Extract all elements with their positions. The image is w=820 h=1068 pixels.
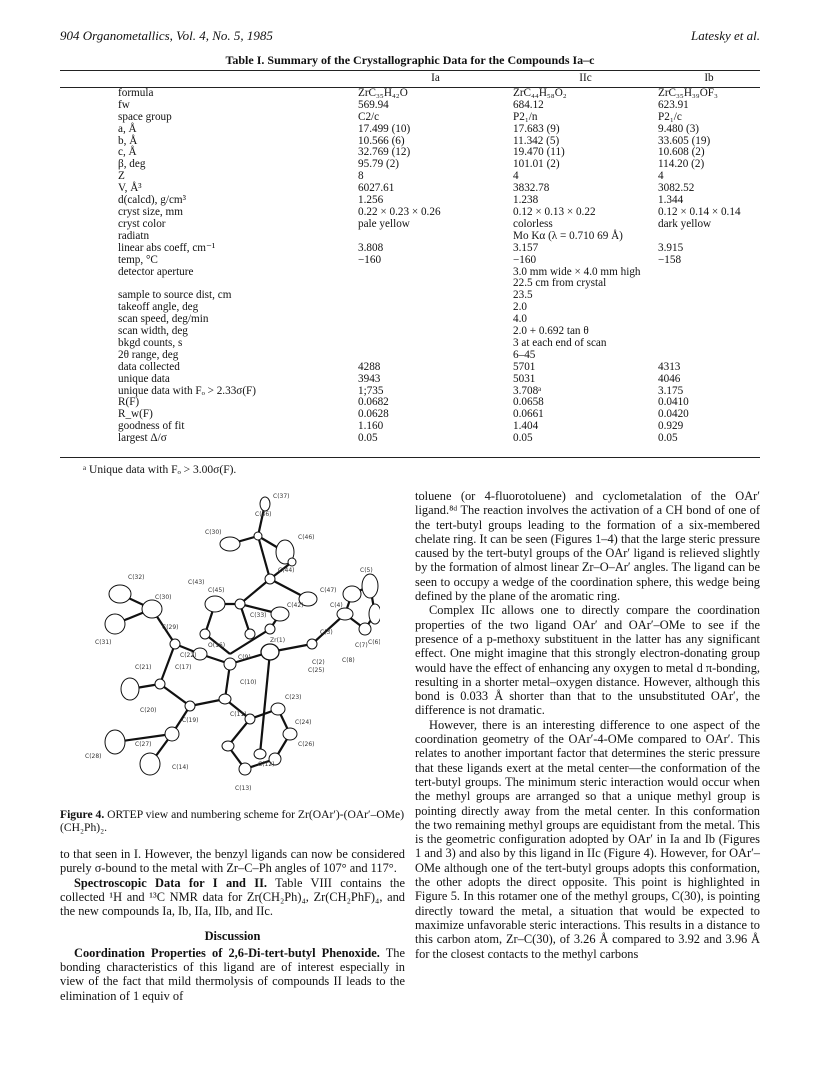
cell-iic: ZrC₄₄H₅₈O₂ [513, 86, 567, 99]
cell-ib: 0.929 [658, 420, 684, 433]
zr-atom [261, 644, 279, 660]
cell-iic: 11.342 (5) [513, 134, 560, 147]
cell-iic: 0.05 [513, 432, 533, 445]
cell-ib: 1.344 [658, 194, 684, 207]
table-row [60, 350, 760, 362]
atom-label: C(24) [295, 719, 312, 726]
atom-label: C(37) [273, 493, 290, 500]
row-label: R(F) [118, 396, 140, 409]
shared-value: Mo Kα (λ = 0.710 69 Å) [513, 229, 623, 242]
cell-ib: 114.20 (2) [658, 158, 705, 171]
row-label: Z [118, 170, 125, 183]
table-caption: Table I. Summary of the Crystallographic Data for the Compounds Ia–c [225, 53, 595, 67]
cell-iic: 3832.78 [513, 182, 550, 195]
atom-label: C(26) [298, 741, 315, 748]
atom-label: C(14) [172, 764, 189, 771]
cell-ib: 3.175 [658, 384, 684, 397]
table-footnote: ᵃ Unique data with Fₒ > 3.00σ(F). [83, 464, 237, 476]
cell-ib: P2₁/c [658, 110, 682, 123]
running-header-right: Latesky et al. [691, 28, 760, 43]
cell-ib: 4313 [658, 360, 681, 373]
table-row [60, 255, 760, 267]
table-bottom-rule [60, 457, 760, 458]
row-label: V, Å³ [118, 182, 142, 195]
table-row [60, 267, 760, 279]
cell-ia: 3943 [358, 372, 381, 385]
column-header-ia: Ia [358, 72, 513, 87]
cell-iic: 0.12 × 0.13 × 0.22 [513, 205, 596, 218]
crystallographic-table [60, 72, 760, 445]
table-top-rule [60, 70, 760, 71]
atom-label: O(16) [208, 642, 226, 649]
cell-ia: 6027.61 [358, 182, 395, 195]
table-row [60, 397, 760, 409]
cell-ib: 623.91 [658, 98, 689, 111]
row-label: b, Å [118, 134, 138, 147]
table-row [60, 243, 760, 255]
table-row [60, 87, 760, 99]
cell-ia: 0.05 [358, 432, 378, 445]
cell-ib: 0.05 [658, 432, 678, 445]
atom-label: C(11) [230, 711, 247, 718]
shared-value: 3.0 mm wide × 4.0 mm high [513, 265, 641, 278]
atom-label: C(17) [175, 664, 192, 671]
row-label: detector aperture [118, 265, 194, 278]
cell-ib: dark yellow [658, 217, 712, 230]
shared-value: 2.0 + 0.692 tan θ [513, 325, 589, 338]
cell-iic: P2₁/n [513, 110, 538, 123]
cell-ia: 0.0682 [358, 396, 389, 409]
table-row [60, 433, 760, 445]
cell-ib: 4046 [658, 372, 681, 385]
paragraph: Complex IIc allows one to directly compare the coordination properties of the two ligand OAr′ and OAr′–OMe to see if the presence of a p-methoxy substituent in the latter has any significant effect. One might imagine that this strongly electron-donating group would have the effect of enhancing any oxygen to metal d π-bonding, resulting in a shorter metal–oxygen distance. However, although this bond is 0.033 Å shorter than that to the unsubstituted OAr′, the difference is not dramatic. [415, 603, 760, 718]
row-label: takeoff angle, deg [118, 301, 199, 314]
cell-ia: 1.256 [358, 194, 384, 207]
cell-iic: 5701 [513, 360, 536, 373]
row-label: data collected [118, 360, 180, 373]
atom-label: C(42) [287, 602, 304, 609]
atom-label: C(43) [188, 579, 205, 586]
cell-iic: 0.0658 [513, 396, 544, 409]
run-in-heading: Spectroscopic Data for I and II. [74, 875, 267, 890]
paragraph: to that seen in I. However, the benzyl ligands can now be considered purely σ-bound to the metal with Zr–C–Ph angles of 107° and 117°. [60, 847, 405, 876]
cell-iic: 1.238 [513, 194, 539, 207]
row-label: unique data [118, 372, 170, 385]
cell-iic: 19.470 (11) [513, 146, 565, 159]
row-label: R_w(F) [118, 408, 153, 421]
atom-label: C(31) [95, 639, 112, 646]
cell-iic: 3.157 [513, 241, 539, 254]
atom-label: C(45) [208, 587, 225, 594]
shared-value: 3 at each end of scan [513, 336, 607, 349]
atom-label: C(9) [238, 654, 251, 661]
atom-label: C(5) [360, 567, 373, 574]
row-label: bkgd counts, s [118, 336, 183, 349]
table-row [60, 374, 760, 386]
atom-label: C(8) [342, 657, 355, 664]
cell-ia: ZrC₃₅H₄₂O [358, 86, 408, 99]
cell-ib: 3082.52 [658, 182, 695, 195]
cell-ia: 32.769 (12) [358, 146, 411, 159]
figure-caption-text: ORTEP view and numbering scheme for Zr(OAr′)-(OAr′–OMe)(CH₂Ph)₂. [60, 808, 405, 834]
cell-ib: 0.0410 [658, 396, 689, 409]
atom-label: C(30) [205, 529, 222, 536]
table-row [60, 147, 760, 159]
cell-ib: 9.480 (3) [658, 122, 700, 135]
atom-label: C(10) [240, 679, 257, 686]
cell-ia: 1;735 [358, 384, 384, 397]
shared-value: 23.5 [513, 289, 533, 302]
shared-value: 4.0 [513, 313, 527, 326]
table-row [60, 136, 760, 148]
cell-ia: C2/c [358, 110, 380, 123]
row-label: fw [118, 98, 130, 111]
row-label: c, Å [118, 146, 137, 159]
cell-iic: −160 [513, 253, 537, 266]
cell-ia: pale yellow [358, 217, 410, 230]
atom-label: C(25) [308, 667, 325, 674]
table-row [60, 362, 760, 374]
paragraph: However, there is an interesting difference to one aspect of the coordination geometry of the OAr′-4-OMe compared to OAr′. This relates to another important factor that determines the steric pressure that these ligands exert at the metal center—the conformation of the tert-butyl groups. The minimum steric interaction would occur when the methyl groups are arranged so that a unique methyl group is pointing directly away from the metal center. In this conformation the two remaining methyl groups are equidistant from the metal. This is the geometric configuration adopted by OAr′ in Ia and Ib (Figures 1 and 3) and also by this ligand in IIc (Figure 4). However, for OAr′–OMe although one of the tert-butyl groups adopts this conformation, the other adopts the direct opposite. This point is highlighted in Figure 5. In this rotamer one of the methyl groups, C(30), is pointing directly toward the metal, a situation that would be expected to maximize unfavorable steric interactions. This results in a distance to this carbon atom, Zr–C(30), of 3.26 Å compared to 3.92 and 3.96 Å for the closest contacts to the methyl carbons [415, 717, 760, 961]
atom-label: C(29) [162, 624, 179, 631]
cell-ib: −158 [658, 253, 682, 266]
ortep-drawing [80, 484, 380, 802]
atom-label: C(28) [85, 753, 102, 760]
table-header-row [60, 72, 760, 87]
cell-iic: 0.0661 [513, 408, 544, 421]
atom-label: C(44) [278, 567, 295, 574]
paragraph [60, 876, 405, 919]
cell-ia: 8 [358, 170, 364, 183]
run-in-heading: Coordination Properties of 2,6-Di-tert-butyl Phenoxide. [74, 945, 380, 960]
cell-iic: 17.683 (9) [513, 122, 560, 135]
cell-iic: colorless [513, 217, 553, 230]
row-label: β, deg [118, 158, 146, 171]
paragraph-text: Table VIII contains the collected ¹H and ¹³C NMR data for Zr(CH₂Ph)₄, Zr(CH₂PhF)₄, and the new compounds Ia, Ib, IIa, IIb, and IIc. [60, 875, 405, 919]
table-row [60, 159, 760, 171]
table-body [60, 87, 760, 445]
row-label: formula [118, 86, 154, 99]
shared-value: 6–45 [513, 348, 536, 361]
cell-ib: 0.0420 [658, 408, 689, 421]
atom-label: C(27) [135, 741, 152, 748]
figure-caption-label: Figure 4. [60, 808, 105, 821]
row-label: d(calcd), g/cm³ [118, 194, 186, 207]
row-label: cryst size, mm [118, 205, 183, 218]
table-row [60, 124, 760, 136]
atom-label: C(3) [320, 629, 333, 636]
left-text-column [60, 847, 405, 1003]
paragraph-text: The bonding characteristics of this ligand are of interest especially in view of the fact that mild thermolysis of compounds II leads to the elimination of 1 equiv of [60, 945, 405, 1003]
column-header-ib: Ib [658, 72, 760, 87]
cell-ib: ZrC₃₅H₃₉OF₃ [658, 86, 718, 99]
cell-iic: 4 [513, 170, 519, 183]
row-label: linear abs coeff, cm⁻¹ [118, 241, 216, 254]
cell-iic: 684.12 [513, 98, 544, 111]
atom-label: C(36) [255, 511, 272, 518]
running-header-left: 904 Organometallics, Vol. 4, No. 5, 1985 [60, 28, 273, 43]
ortep-figure [80, 484, 380, 802]
atom-label: C(7) [355, 642, 368, 649]
atom-label: C(20) [140, 707, 157, 714]
table-row [60, 386, 760, 398]
cell-iic: 5031 [513, 372, 536, 385]
row-label: cryst color [118, 217, 166, 230]
table-row [60, 231, 760, 243]
column-header-iic: IIc [513, 72, 658, 87]
row-label: unique data with Fₒ > 2.33σ(F) [118, 384, 256, 397]
atom-label: C(22) [180, 652, 197, 659]
row-label: largest Δ/σ [118, 432, 167, 445]
atom-label: C(13) [235, 785, 252, 792]
cell-ia: −160 [358, 253, 382, 266]
cell-ib: 33.605 (19) [658, 134, 711, 147]
atom-label: C(6) [368, 639, 380, 646]
atom-label: C(21) [135, 664, 152, 671]
atom-label: C(47) [320, 587, 337, 594]
atom-label: C(33) [250, 612, 267, 619]
row-label: scan speed, deg/min [118, 313, 209, 326]
table-row [60, 219, 760, 231]
shared-value: 22.5 cm from crystal [513, 277, 607, 290]
cell-ia: 95.79 (2) [358, 158, 400, 171]
cell-iic: 101.01 (2) [513, 158, 560, 171]
cell-ia: 569.94 [358, 98, 389, 111]
atom-label: C(4) [330, 602, 343, 609]
table-row [60, 112, 760, 124]
row-label: sample to source dist, cm [118, 289, 232, 302]
cell-ia: 4288 [358, 360, 381, 373]
paragraph: toluene (or 4-fluorotoluene) and cyclometalation of the OAr′ ligand.⁸ᵈ The reaction involves the activation of a CH bond of one of the tert-butyl groups leading to the formation of a six-membered chelate ring. It can be seen (Figures 1–4) that the large steric pressure caused by the tert-butyl groups of the OAr′ ligand is relieved slightly by the formation of almost linear Zr–O–Ar′ angles. The ligand can be seen to occupy a wedge of the coordination sphere, this wedge being defined by the plane of the aromatic ring. [415, 489, 760, 604]
shared-value: 2.0 [513, 301, 527, 314]
row-label: radiatn [118, 229, 150, 242]
atom-label: C(23) [285, 694, 302, 701]
cell-ia: 0.0628 [358, 408, 389, 421]
paragraph [60, 946, 405, 1003]
cell-ia: 0.22 × 0.23 × 0.26 [358, 205, 441, 218]
row-label: goodness of fit [118, 420, 185, 433]
atom-label: C(32) [128, 574, 145, 581]
row-label: 2θ range, deg [118, 348, 179, 361]
atom-label: C(19) [182, 717, 199, 724]
cell-ib: 4 [658, 170, 664, 183]
cell-iic: 3.708ᵃ [513, 384, 542, 397]
cell-ib: 10.608 (2) [658, 146, 705, 159]
figure-caption [60, 808, 405, 834]
table-row [60, 171, 760, 183]
row-label: space group [118, 110, 172, 123]
right-text-column [415, 489, 760, 961]
table-row [60, 100, 760, 112]
cell-ib: 0.12 × 0.14 × 0.14 [658, 205, 741, 218]
row-label: temp, °C [118, 253, 158, 266]
atom-label: C(12) [258, 761, 275, 768]
cell-ia: 10.566 (6) [358, 134, 405, 147]
atom-label: Zr(1) [270, 637, 286, 644]
atom-label: C(2) [312, 659, 325, 666]
cell-iic: 1.404 [513, 420, 539, 433]
cell-ia: 17.499 (10) [358, 122, 411, 135]
cell-ib: 3.915 [658, 241, 684, 254]
cell-ia: 3.808 [358, 241, 384, 254]
atom-label: C(30) [155, 594, 172, 601]
row-label: a, Å [118, 122, 137, 135]
row-label: scan width, deg [118, 325, 188, 338]
cell-ia: 1.160 [358, 420, 384, 433]
atom-label: C(46) [298, 534, 315, 541]
section-heading: Discussion [204, 929, 261, 944]
